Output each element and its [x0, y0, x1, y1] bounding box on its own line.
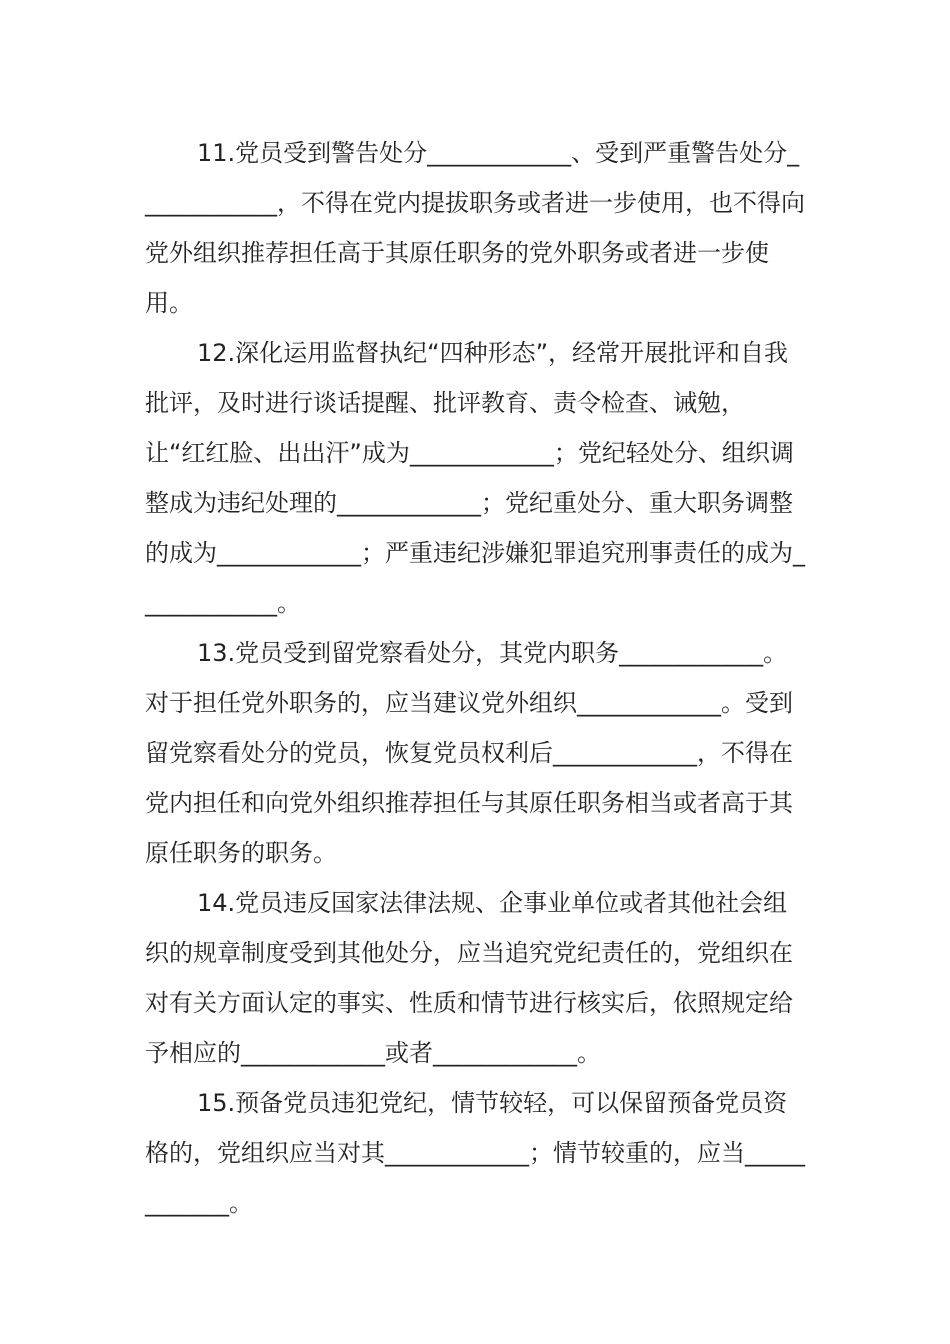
question-13: 13.党员受到留党察看处分，其党内职务____________。对于担任党外职务的，应当建议党外组织____________。受到留党察看处分的党员，恢复党员权利后____________，不得在党内担任和向党外组织推荐担任与其原任职务相当或者高于其原任职务的职务。: [145, 639, 793, 867]
question-list: [145, 128, 805, 1228]
question-12: 12.深化运用监督执纪“四种形态”，经常开展批评和自我批评，及时进行谈话提醒、批评教育、责令检查、诫勉，让“红红脸、出出汗”成为____________；党纪轻处分、组织调整成为违纪处理的____________；党纪重处分、重大职务调整的成为____________；严重违纪涉嫌犯罪追究刑事责任的成为____________。: [145, 339, 805, 617]
question-15: 15.预备党员违犯党纪，情节较轻，可以保留预备党员资格的，党组织应当对其____________；情节较重的，应当____________。: [145, 1089, 805, 1217]
question-11: 11.党员受到警告处分____________、受到严重警告处分____________，不得在党内提拔职务或者进一步使用，也不得向党外组织推荐担任高于其原任职务的党外职务或者进一步使用。: [145, 139, 805, 317]
question-14: 14.党员违反国家法律法规、企事业单位或者其他社会组织的规章制度受到其他处分，应当追究党纪责任的，党组织在对有关方面认定的事实、性质和情节进行核实后，依照规定给予相应的____________或者____________。: [145, 889, 793, 1067]
